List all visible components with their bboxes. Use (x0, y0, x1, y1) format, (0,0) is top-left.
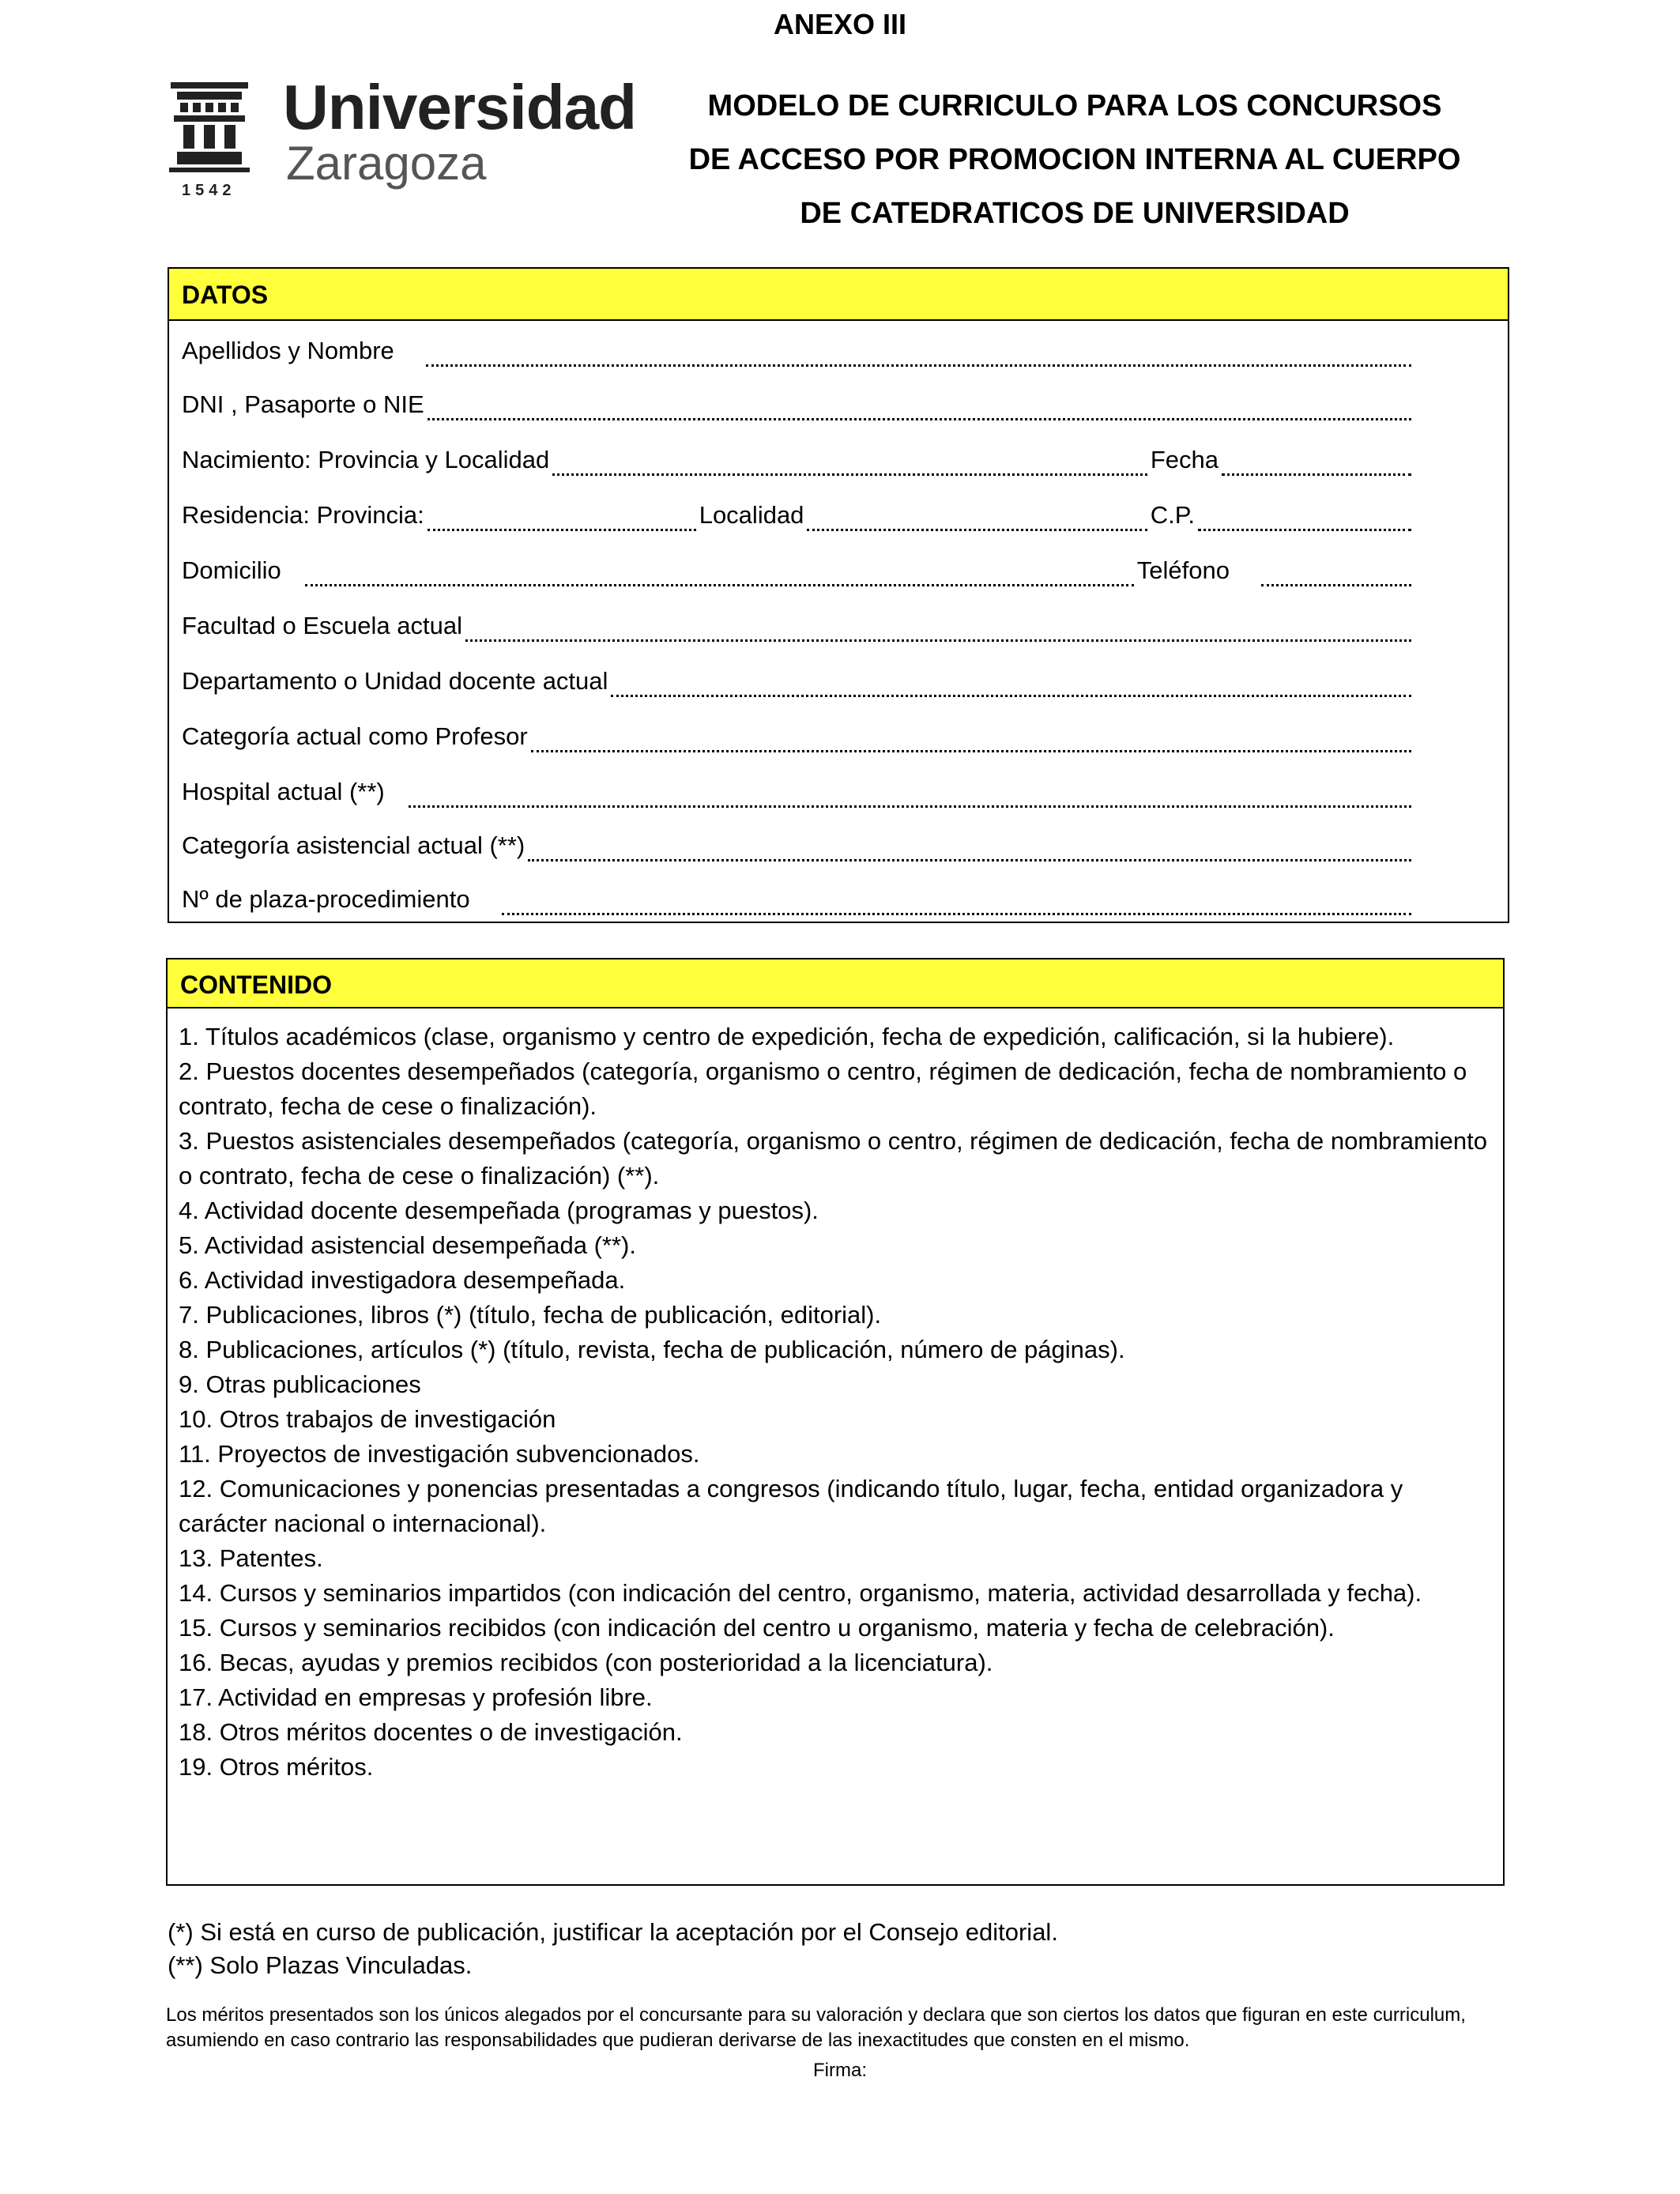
field-nacimiento[interactable] (182, 446, 1414, 485)
list-item: 1. Títulos académicos (clase, organismo y centro de expedición, fecha de expedición, calificación, si la hubiere). (179, 1023, 1395, 1050)
field-hospital[interactable] (182, 778, 1414, 817)
field-dni[interactable] (182, 390, 1414, 430)
footnotes (168, 1916, 1058, 1982)
fill-line[interactable] (465, 619, 1411, 642)
field-label: Categoría asistencial actual (**) (182, 831, 525, 859)
list-item: 15. Cursos y seminarios recibidos (con indicación del centro u organismo, materia y fecha de celebración). (179, 1614, 1335, 1642)
fill-line[interactable] (531, 729, 1411, 752)
field-facultad[interactable] (182, 612, 1414, 651)
fill-line[interactable] (1261, 564, 1411, 586)
logo-university-name: Universidad (283, 72, 636, 142)
field-label: Nacimiento: Provincia y Localidad (182, 446, 550, 473)
field-categoria-asistencial[interactable] (182, 831, 1414, 871)
field-categoria[interactable] (182, 722, 1414, 762)
declaration-text: Los méritos presentados son los únicos alegados por el concursante para su valoración y declara que son ciertos los datos que figuran en este curriculum, asumiendo en caso contrario las responsabilidades que pudieran derivarse de las inexactitudes que consten en el mismo. (166, 2004, 1466, 2051)
contenido-list (168, 1008, 1503, 1785)
field-label: Categoría actual como Profesor (182, 722, 528, 750)
datos-section (168, 267, 1509, 923)
list-item: 14. Cursos y seminarios impartidos (con indicación del centro, organismo, materia, actividad desarrollada y fecha). (179, 1579, 1422, 1607)
fill-line[interactable] (409, 785, 1411, 808)
fill-line[interactable] (502, 892, 1411, 915)
field-label: Nº de plaza-procedimiento (182, 885, 470, 913)
list-item: 2. Puestos docentes desempeñados (categoría, organismo o centro, régimen de dedicación, fecha de nombramiento o contrato, fecha de cese o finalización). (179, 1057, 1467, 1120)
field-apellidos-nombre[interactable] (182, 337, 1414, 376)
fill-line[interactable] (611, 674, 1411, 697)
field-label: Hospital actual (**) (182, 778, 385, 805)
field-label-fecha: Fecha (1150, 446, 1219, 473)
list-item: 4. Actividad docente desempeñada (programas y puestos). (179, 1197, 819, 1224)
list-item: 12. Comunicaciones y ponencias presentadas a congresos (indicando título, lugar, fecha, entidad organizadora y carácter nacional o internacional). (179, 1475, 1403, 1537)
title-line-2: DE ACCESO POR PROMOCION INTERNA AL CUERPO (688, 143, 1461, 176)
list-item: 13. Patentes. (179, 1544, 323, 1572)
field-label: Apellidos y Nombre (182, 337, 394, 364)
datos-heading: DATOS (169, 269, 1508, 321)
list-item: 11. Proyectos de investigación subvencionados. (179, 1440, 700, 1468)
field-label-cp: C.P. (1150, 501, 1195, 529)
list-item: 16. Becas, ayudas y premios recibidos (con posterioridad a la licenciatura). (179, 1649, 993, 1676)
list-item: 18. Otros méritos docentes o de investigación. (179, 1718, 683, 1746)
fill-line[interactable] (1222, 453, 1411, 476)
field-label-telefono: Teléfono (1136, 556, 1230, 584)
annex-title: ANEXO III (773, 8, 907, 40)
field-label-localidad: Localidad (699, 501, 804, 529)
field-plaza[interactable] (182, 885, 1414, 925)
field-domicilio[interactable] (182, 556, 1414, 596)
signature-label: Firma: (813, 2060, 867, 2081)
university-logo (166, 72, 636, 202)
contenido-section (166, 958, 1505, 1886)
fill-line[interactable] (426, 344, 1411, 367)
list-item: 3. Puestos asistenciales desempeñados (categoría, organismo o centro, régimen de dedicación, fecha de nombramiento o contrato, fecha de cese o finalización) (**). (179, 1127, 1488, 1189)
fill-line[interactable] (305, 564, 1134, 586)
list-item: 19. Otros méritos. (179, 1753, 374, 1781)
fill-line[interactable] (528, 839, 1411, 861)
footnote-publication: (*) Si está en curso de publicación, justificar la aceptación por el Consejo editorial. (168, 1918, 1058, 1946)
list-item: 10. Otros trabajos de investigación (179, 1405, 556, 1433)
list-item: 5. Actividad asistencial desempeñada (**). (179, 1231, 636, 1259)
field-departamento[interactable] (182, 667, 1414, 707)
field-label: Facultad o Escuela actual (182, 612, 462, 639)
fill-line[interactable] (428, 508, 696, 531)
title-line-3: DE CATEDRATICOS DE UNIVERSIDAD (800, 197, 1350, 230)
field-label: Departamento o Unidad docente actual (182, 667, 608, 695)
list-item: 7. Publicaciones, libros (*) (título, fecha de publicación, editorial). (179, 1301, 882, 1329)
fill-line[interactable] (428, 398, 1411, 420)
field-residencia[interactable] (182, 501, 1414, 541)
list-item: 17. Actividad en empresas y profesión libre. (179, 1683, 653, 1711)
fill-line[interactable] (552, 453, 1147, 476)
document-title (632, 79, 1517, 240)
field-label: DNI , Pasaporte o NIE (182, 390, 424, 418)
fill-line[interactable] (807, 508, 1147, 531)
fill-line[interactable] (1198, 508, 1411, 531)
list-item: 9. Otras publicaciones (179, 1370, 421, 1398)
list-item: 6. Actividad investigadora desempeñada. (179, 1266, 626, 1294)
contenido-heading: CONTENIDO (168, 959, 1503, 1008)
field-label: Domicilio (182, 556, 281, 584)
title-line-1: MODELO DE CURRICULO PARA LOS CONCURSOS (707, 89, 1442, 123)
logo-city-name: Zaragoza (286, 137, 487, 190)
field-label: Residencia: Provincia: (182, 501, 424, 529)
logo-year: 1542 (182, 182, 236, 199)
list-item: 8. Publicaciones, artículos (*) (título, revista, fecha de publicación, número de páginas). (179, 1336, 1125, 1363)
footnote-vinculadas: (**) Solo Plazas Vinculadas. (168, 1951, 473, 1979)
